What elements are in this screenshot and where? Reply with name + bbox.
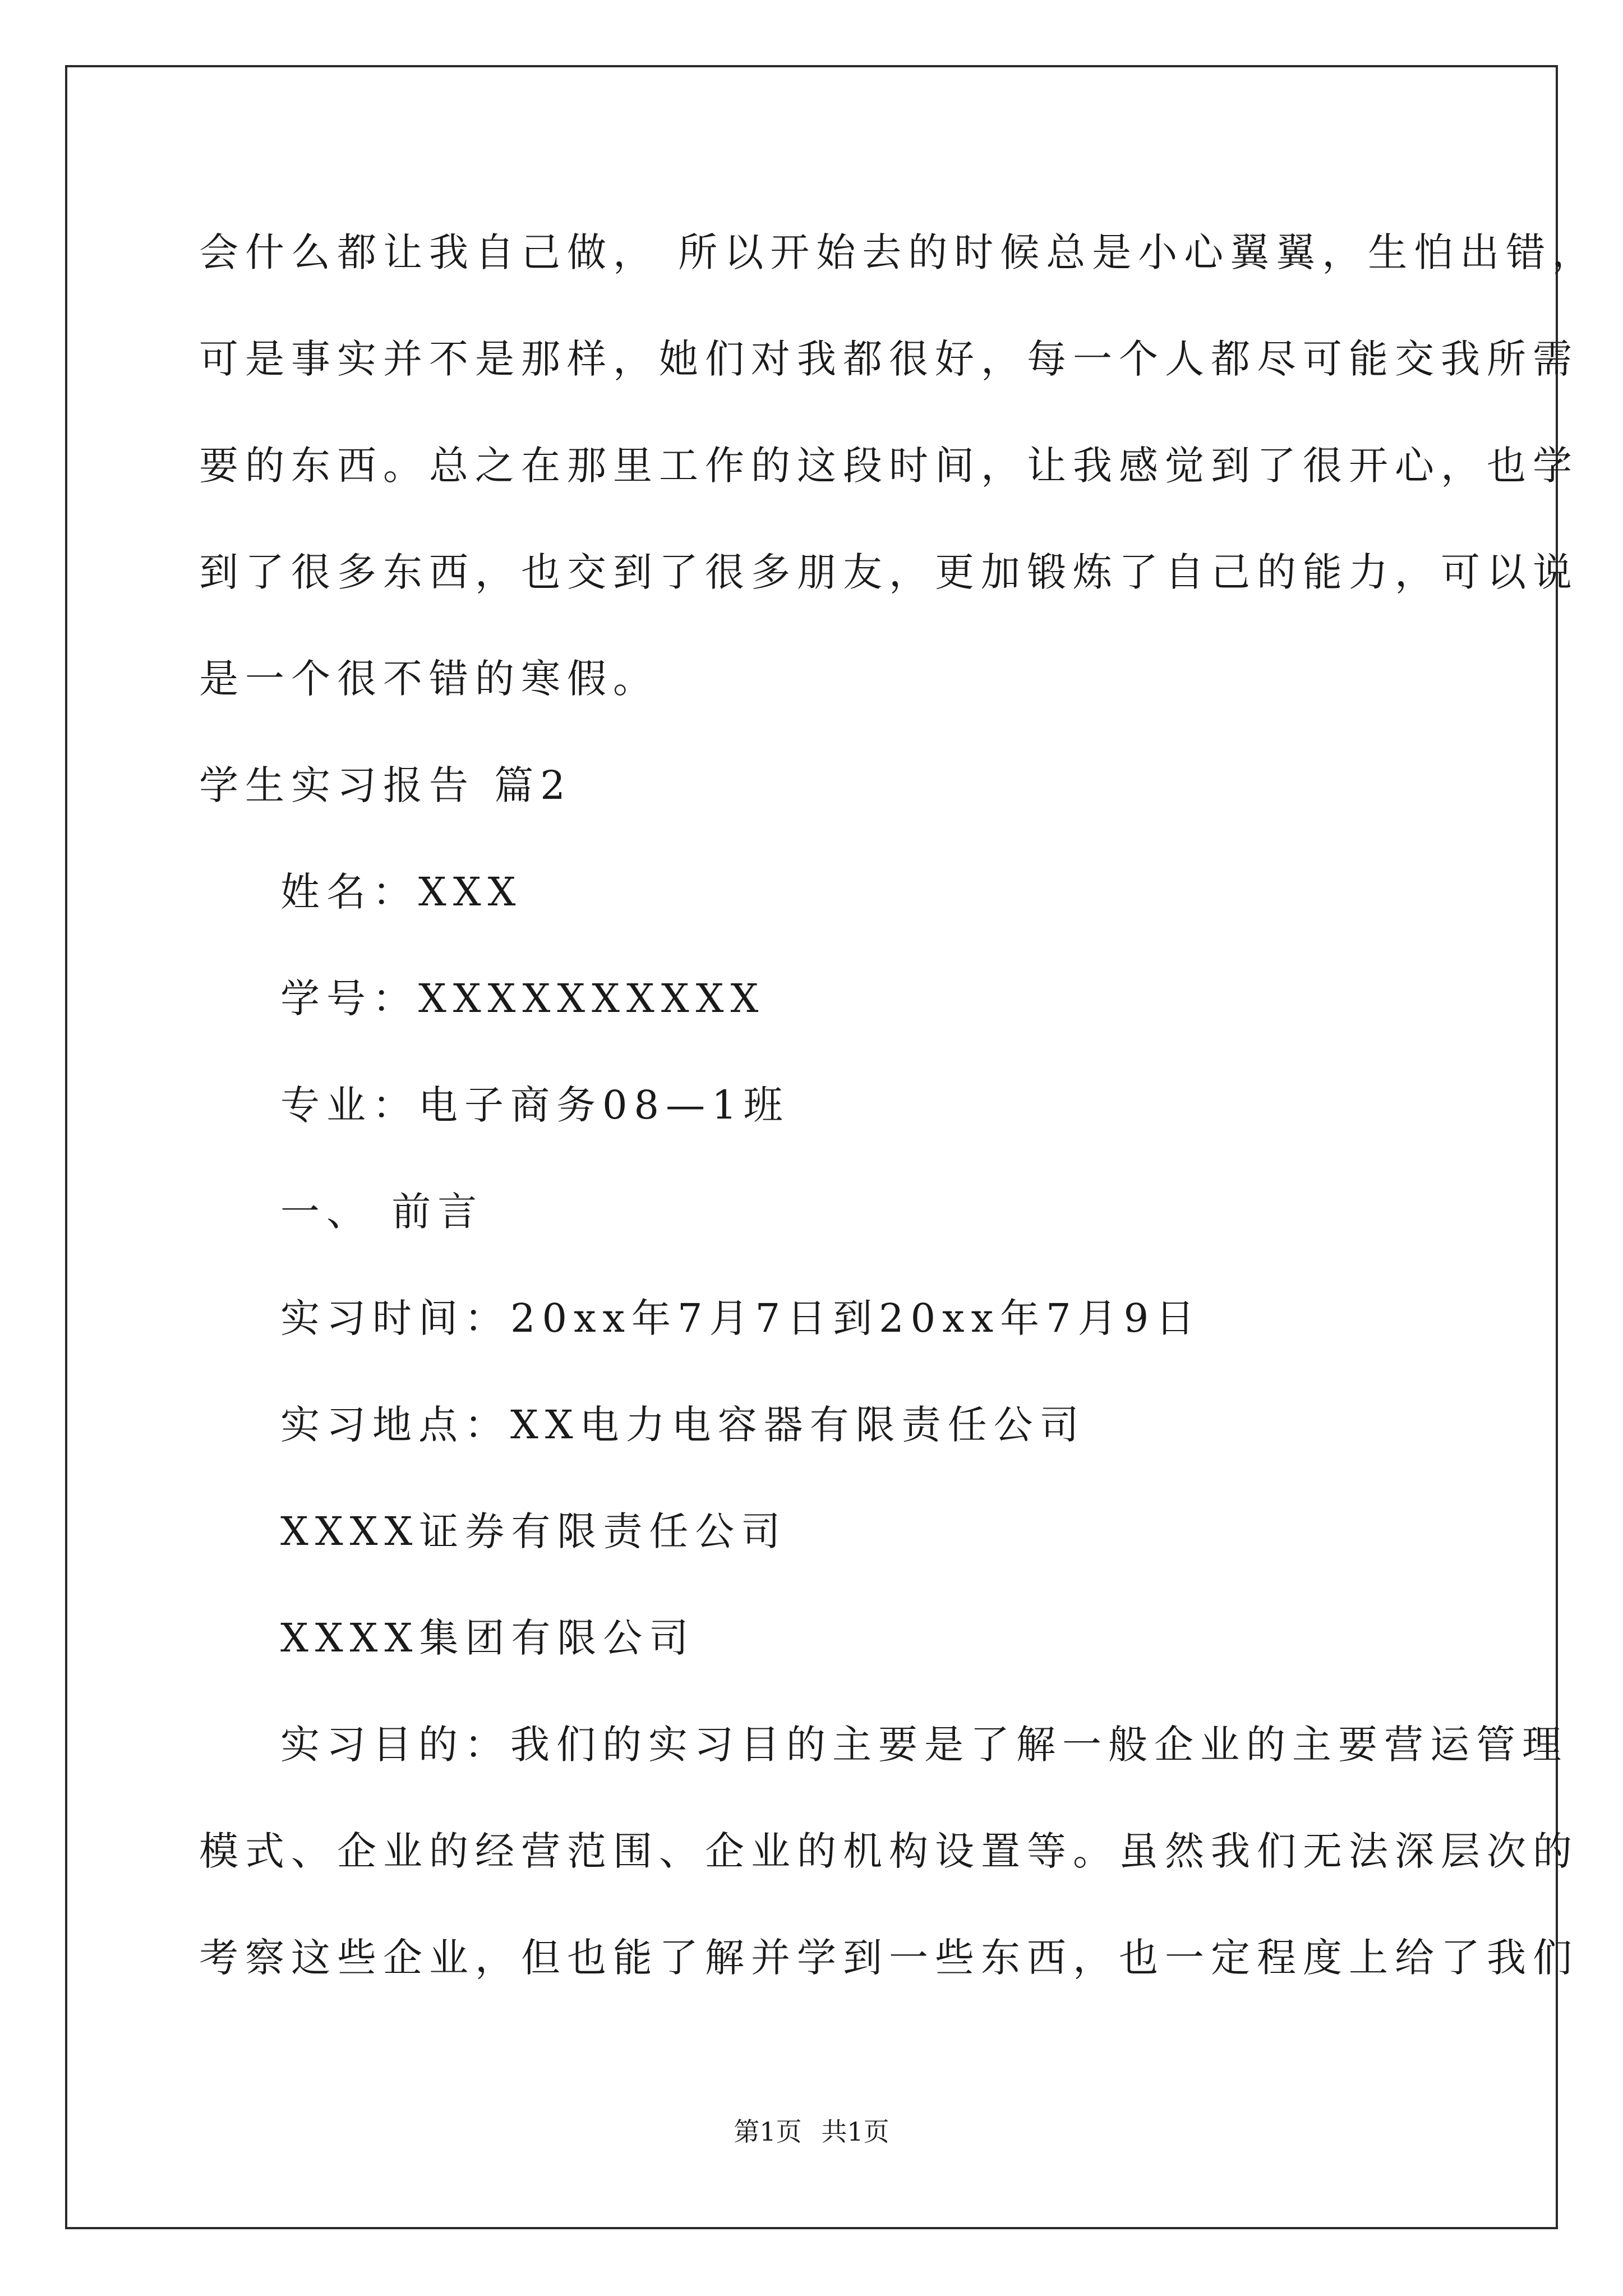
text-line: 是一个很不错的寒假。 [199,656,659,702]
page-footer [0,2115,1623,2148]
subsection-heading: 一、 前言 [280,1189,484,1235]
section-heading: 学生实习报告 篇2 [199,762,572,808]
text-line: 考察这些企业，但也能了解并学到一些东西，也一定程度上给了我们 [199,1935,1579,1981]
student-id-field: 学号：XXXXXXXXXX [280,976,766,1022]
company-line: XXXX集团有限公司 [280,1615,695,1661]
internship-time: 实习时间：20xx年7月7日到20xx年7月9日 [280,1295,1202,1341]
name-field: 姓名：XXX [280,869,523,915]
document-body [199,199,1598,2011]
text-line: 会什么都让我自己做， 所以开始去的时候总是小心翼翼，生怕出错， [199,229,1598,275]
company-line: XXXX证券有限责任公司 [280,1508,787,1554]
text-line: 要的东西。总之在那里工作的这段时间，让我感觉到了很开心，也学 [199,443,1579,489]
text-line: 到了很多东西，也交到了很多朋友，更加锻炼了自己的能力，可以说 [199,549,1579,595]
internship-location: 实习地点：XX电力电容器有限责任公司 [280,1402,1086,1448]
text-line: 可是事实并不是那样，她们对我都很好，每一个人都尽可能交我所需 [199,336,1579,382]
text-line: 模式、企业的经营范围、企业的机构设置等。虽然我们无法深层次的 [199,1828,1579,1874]
text-line: 实习目的：我们的实习目的主要是了解一般企业的主要营运管理 [280,1722,1568,1768]
major-field: 专业：电子商务08—1班 [280,1082,790,1128]
page-total: 共1页 [821,2116,889,2147]
page-number: 第1页 [734,2116,802,2147]
